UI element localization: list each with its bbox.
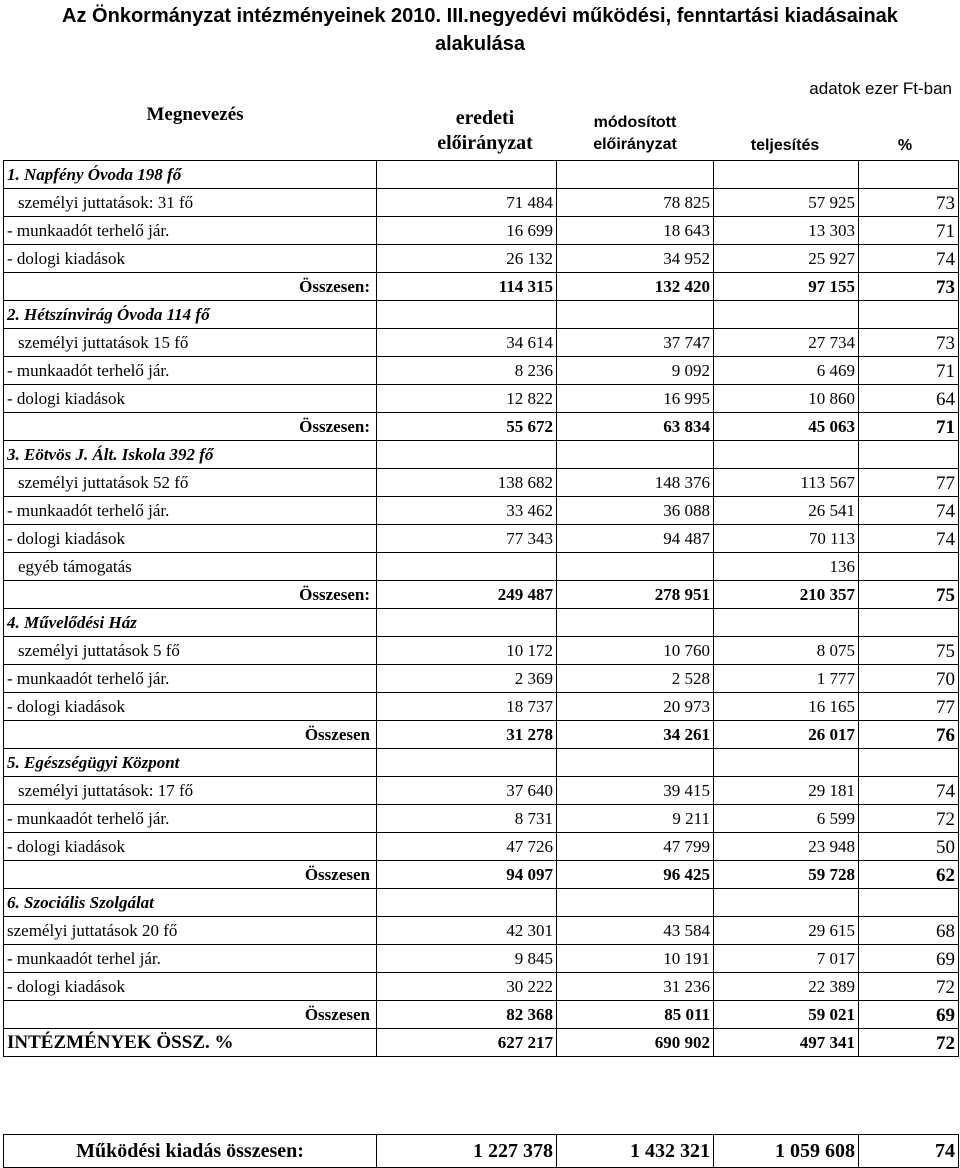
original-value: 8 731 [377, 805, 557, 833]
performance-value: 8 075 [714, 637, 859, 665]
original-value [377, 301, 557, 329]
modified-value: 9 211 [557, 805, 714, 833]
original-value: 114 315 [377, 273, 557, 301]
modified-value: 16 995 [557, 385, 714, 413]
original-value: 12 822 [377, 385, 557, 413]
modified-value: 47 799 [557, 833, 714, 861]
section-row [4, 749, 959, 777]
percent-value: 71 [859, 357, 959, 385]
performance-value: 23 948 [714, 833, 859, 861]
subtotal-row [4, 861, 959, 889]
header-name: Megnevezés [146, 104, 244, 125]
percent-value: 62 [859, 861, 959, 889]
percent-value: 72 [859, 973, 959, 1001]
row-label: - munkaadót terhelő jár. [4, 217, 377, 245]
original-value: 34 614 [377, 329, 557, 357]
grand-total-original: 1 227 378 [377, 1135, 557, 1168]
row-label: személyi juttatások: 31 fő [4, 189, 377, 217]
performance-value: 16 165 [714, 693, 859, 721]
original-value: 2 369 [377, 665, 557, 693]
modified-value: 63 834 [557, 413, 714, 441]
percent-value: 73 [859, 329, 959, 357]
percent-value: 76 [859, 721, 959, 749]
table-row [4, 777, 959, 805]
performance-value: 497 341 [714, 1029, 859, 1057]
section-row [4, 609, 959, 637]
row-label: INTÉZMÉNYEK ÖSSZ. % [4, 1029, 377, 1057]
header-original-line2: előirányzat [437, 132, 533, 154]
performance-value: 13 303 [714, 217, 859, 245]
original-value: 82 368 [377, 1001, 557, 1029]
performance-value: 57 925 [714, 189, 859, 217]
table-row [4, 917, 959, 945]
performance-value [714, 889, 859, 917]
expense-table-body [4, 161, 959, 1057]
row-label: - dologi kiadások [4, 833, 377, 861]
percent-value [859, 441, 959, 469]
table-row [4, 693, 959, 721]
original-value: 138 682 [377, 469, 557, 497]
modified-value: 85 011 [557, 1001, 714, 1029]
modified-value [557, 441, 714, 469]
table-row [4, 973, 959, 1001]
performance-value [714, 749, 859, 777]
page-title-line2: alakulása [434, 33, 526, 55]
header-percent: % [897, 137, 913, 154]
original-value: 71 484 [377, 189, 557, 217]
performance-value [714, 609, 859, 637]
row-label: - munkaadót terhel jár. [4, 945, 377, 973]
modified-value: 39 415 [557, 777, 714, 805]
original-value: 42 301 [377, 917, 557, 945]
original-value [377, 161, 557, 189]
grand-total-performance: 1 059 608 [714, 1135, 859, 1168]
table-row [4, 469, 959, 497]
percent-value: 71 [859, 217, 959, 245]
modified-value [557, 749, 714, 777]
performance-value [714, 301, 859, 329]
row-label: - munkaadót terhelő jár. [4, 665, 377, 693]
original-value: 47 726 [377, 833, 557, 861]
row-label: Összesen: [4, 413, 377, 441]
percent-value: 73 [859, 189, 959, 217]
percent-value: 74 [859, 245, 959, 273]
table-row [4, 833, 959, 861]
performance-value: 26 541 [714, 497, 859, 525]
percent-value: 74 [859, 497, 959, 525]
row-label: - dologi kiadások [4, 385, 377, 413]
original-value: 30 222 [377, 973, 557, 1001]
table-row [4, 329, 959, 357]
original-value: 33 462 [377, 497, 557, 525]
unit-note: adatok ezer Ft-ban [809, 79, 952, 98]
modified-value [557, 889, 714, 917]
row-label: Összesen [4, 1001, 377, 1029]
performance-value: 27 734 [714, 329, 859, 357]
grand-total-modified: 1 432 321 [557, 1135, 714, 1168]
original-value: 18 737 [377, 693, 557, 721]
original-value: 31 278 [377, 721, 557, 749]
original-value [377, 749, 557, 777]
percent-value: 75 [859, 581, 959, 609]
original-value: 37 640 [377, 777, 557, 805]
row-label: - dologi kiadások [4, 973, 377, 1001]
modified-value: 10 760 [557, 637, 714, 665]
row-label: egyéb támogatás [4, 553, 377, 581]
percent-value [859, 889, 959, 917]
percent-value: 72 [859, 805, 959, 833]
performance-value: 210 357 [714, 581, 859, 609]
modified-value: 78 825 [557, 189, 714, 217]
subtotal-row [4, 721, 959, 749]
modified-value: 132 420 [557, 273, 714, 301]
table-row [4, 553, 959, 581]
modified-value [557, 553, 714, 581]
institutions-total-row [4, 1029, 959, 1057]
percent-value: 69 [859, 1001, 959, 1029]
performance-value: 136 [714, 553, 859, 581]
modified-value: 9 092 [557, 357, 714, 385]
row-label: személyi juttatások 52 fő [4, 469, 377, 497]
percent-value: 74 [859, 777, 959, 805]
row-label: 4. Művelődési Ház [4, 609, 377, 637]
original-value: 249 487 [377, 581, 557, 609]
performance-value [714, 441, 859, 469]
row-label: 6. Szociális Szolgálat [4, 889, 377, 917]
performance-value: 97 155 [714, 273, 859, 301]
subtotal-row [4, 581, 959, 609]
row-label: személyi juttatások 20 fő [4, 917, 377, 945]
row-label: - dologi kiadások [4, 525, 377, 553]
modified-value: 148 376 [557, 469, 714, 497]
performance-value: 113 567 [714, 469, 859, 497]
section-row [4, 889, 959, 917]
row-label: - munkaadót terhelő jár. [4, 805, 377, 833]
percent-value: 73 [859, 273, 959, 301]
modified-value: 20 973 [557, 693, 714, 721]
subtotal-row [4, 1001, 959, 1029]
row-label: személyi juttatások: 17 fő [4, 777, 377, 805]
section-row [4, 301, 959, 329]
performance-value: 29 615 [714, 917, 859, 945]
row-label: - dologi kiadások [4, 693, 377, 721]
performance-value: 10 860 [714, 385, 859, 413]
row-label: - munkaadót terhelő jár. [4, 497, 377, 525]
performance-value: 70 113 [714, 525, 859, 553]
table-row [4, 525, 959, 553]
modified-value: 278 951 [557, 581, 714, 609]
performance-value: 25 927 [714, 245, 859, 273]
row-label: 1. Napfény Óvoda 198 fő [4, 161, 377, 189]
modified-value: 36 088 [557, 497, 714, 525]
modified-value [557, 301, 714, 329]
modified-value: 690 902 [557, 1029, 714, 1057]
original-value: 77 343 [377, 525, 557, 553]
row-label: személyi juttatások 5 fő [4, 637, 377, 665]
original-value [377, 609, 557, 637]
grand-total-percent: 74 [859, 1135, 959, 1168]
table-row [4, 357, 959, 385]
percent-value [859, 553, 959, 581]
subtotal-row [4, 273, 959, 301]
modified-value: 96 425 [557, 861, 714, 889]
grand-total-table [3, 1134, 959, 1168]
percent-value: 71 [859, 413, 959, 441]
percent-value [859, 609, 959, 637]
modified-value: 43 584 [557, 917, 714, 945]
percent-value: 50 [859, 833, 959, 861]
original-value [377, 441, 557, 469]
percent-value [859, 749, 959, 777]
table-row [4, 665, 959, 693]
row-label: Összesen: [4, 273, 377, 301]
percent-value [859, 161, 959, 189]
section-row [4, 161, 959, 189]
header-modified [565, 112, 705, 156]
performance-value: 45 063 [714, 413, 859, 441]
modified-value: 37 747 [557, 329, 714, 357]
percent-value: 68 [859, 917, 959, 945]
percent-value [859, 301, 959, 329]
modified-value [557, 161, 714, 189]
header-performance: teljesítés [750, 137, 820, 154]
percent-value: 64 [859, 385, 959, 413]
original-value [377, 553, 557, 581]
percent-value: 75 [859, 637, 959, 665]
original-value: 10 172 [377, 637, 557, 665]
performance-value: 7 017 [714, 945, 859, 973]
percent-value: 72 [859, 1029, 959, 1057]
row-label: - dologi kiadások [4, 245, 377, 273]
performance-value: 1 777 [714, 665, 859, 693]
modified-value: 34 261 [557, 721, 714, 749]
page-title: Az Önkormányzat intézményeinek 2010. III.negyedévi működési, fenntartási kiadásainak [62, 5, 898, 27]
table-row [4, 805, 959, 833]
grand-total-label: Működési kiadás összesen: [4, 1135, 377, 1168]
section-row [4, 441, 959, 469]
percent-value: 69 [859, 945, 959, 973]
performance-value: 29 181 [714, 777, 859, 805]
performance-value: 26 017 [714, 721, 859, 749]
performance-value: 22 389 [714, 973, 859, 1001]
original-value: 55 672 [377, 413, 557, 441]
original-value: 94 097 [377, 861, 557, 889]
row-label: - munkaadót terhelő jár. [4, 357, 377, 385]
original-value: 26 132 [377, 245, 557, 273]
performance-value: 6 599 [714, 805, 859, 833]
header-original [415, 106, 555, 156]
table-row [4, 497, 959, 525]
percent-value: 77 [859, 469, 959, 497]
original-value: 627 217 [377, 1029, 557, 1057]
row-label: Összesen [4, 721, 377, 749]
performance-value: 59 021 [714, 1001, 859, 1029]
row-label: Összesen [4, 861, 377, 889]
row-label: 2. Hétszínvirág Óvoda 114 fő [4, 301, 377, 329]
table-row [4, 945, 959, 973]
percent-value: 70 [859, 665, 959, 693]
performance-value: 59 728 [714, 861, 859, 889]
performance-value: 6 469 [714, 357, 859, 385]
modified-value: 18 643 [557, 217, 714, 245]
header-original-line1: eredeti [455, 107, 515, 129]
row-label: 5. Egészségügyi Központ [4, 749, 377, 777]
modified-value: 2 528 [557, 665, 714, 693]
grand-total-row [4, 1135, 959, 1168]
original-value: 8 236 [377, 357, 557, 385]
modified-value: 94 487 [557, 525, 714, 553]
modified-value [557, 609, 714, 637]
percent-value: 77 [859, 693, 959, 721]
table-row [4, 189, 959, 217]
modified-value: 10 191 [557, 945, 714, 973]
row-label: személyi juttatások 15 fő [4, 329, 377, 357]
subtotal-row [4, 413, 959, 441]
row-label: 3. Eötvös J. Ált. Iskola 392 fő [4, 441, 377, 469]
performance-value [714, 161, 859, 189]
original-value [377, 889, 557, 917]
original-value: 16 699 [377, 217, 557, 245]
percent-value: 74 [859, 525, 959, 553]
original-value: 9 845 [377, 945, 557, 973]
header-modified-line1: módosított [593, 114, 677, 131]
header-modified-line2: előirányzat [593, 136, 677, 153]
modified-value: 31 236 [557, 973, 714, 1001]
table-row [4, 637, 959, 665]
row-label: Összesen: [4, 581, 377, 609]
modified-value: 34 952 [557, 245, 714, 273]
table-row [4, 245, 959, 273]
table-row [4, 217, 959, 245]
expense-table [3, 160, 959, 1057]
table-row [4, 385, 959, 413]
